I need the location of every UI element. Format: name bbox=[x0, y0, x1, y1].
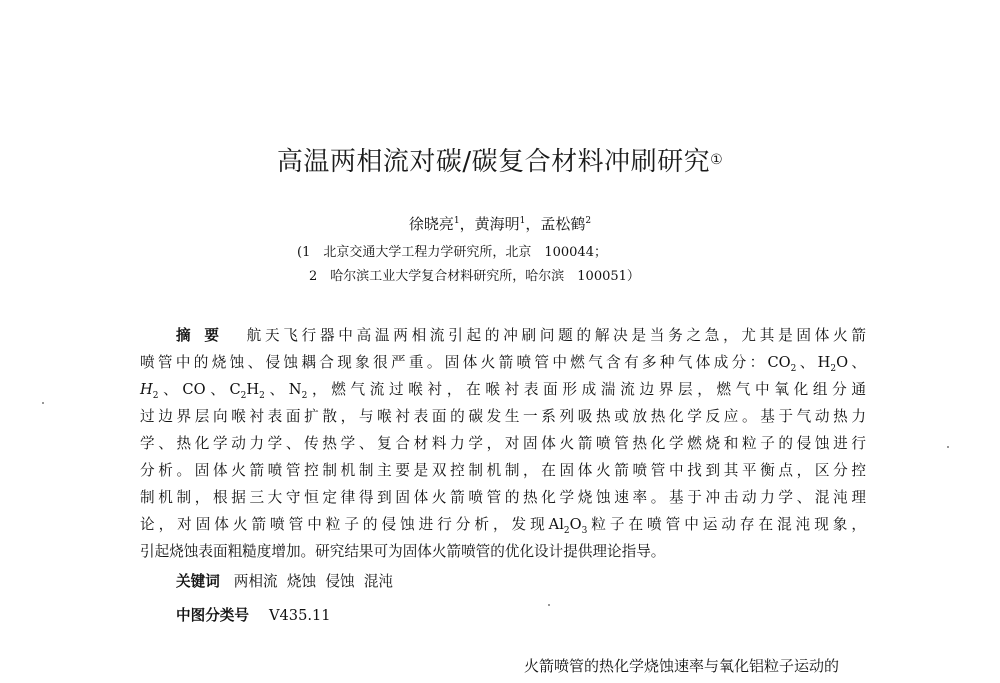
abstract-line-6: 分析。固体火箭喷管控制机制主要是双控制机制，在固体火箭喷管中找到其平衡点，区分控 bbox=[140, 462, 866, 479]
keyword: 烧蚀 bbox=[286, 573, 317, 590]
author-affiliation-mark: 2 bbox=[585, 216, 592, 226]
classification-value: V435.11 bbox=[268, 607, 331, 624]
abstract-line-4: 过边界层向喉衬表面扩散，与喉衬表面的碳发生一系列吸热或放热化学反应。基于气动热力 bbox=[140, 408, 866, 425]
abstract-line-2: 喷管中的烧蚀、侵蚀耦合现象很严重。固体火箭喷管中燃气含有多种气体成分：$CO_2$、$H_2O$、 bbox=[140, 354, 867, 374]
affiliation-2: 2 哈尔滨工业大学复合材料研究所，哈尔滨 100051） bbox=[309, 269, 640, 284]
abstract-line-3: $H_2$、CO、$C_2H_2$、$N_2$，燃气流过喉衬，在喉衬表面形成湍流边界层，燃气中氧化组分通 bbox=[140, 381, 866, 401]
author-affiliation-mark: 1 bbox=[453, 216, 460, 226]
scan-speck bbox=[548, 604, 550, 606]
author-name: 徐晓亮 bbox=[408, 215, 454, 233]
author-affiliation-mark: 1 bbox=[519, 216, 526, 226]
keywords-line bbox=[176, 571, 393, 593]
author-list bbox=[0, 214, 1000, 234]
author-name: 孟松鹤 bbox=[540, 215, 586, 233]
affiliation-1: (1 北京交通大学工程力学研究所，北京 100044； bbox=[297, 245, 607, 260]
keyword: 混沌 bbox=[363, 573, 394, 590]
body-text-fragment: 火箭喷管的热化学烧蚀速率与氧化铝粒子运动的 bbox=[524, 657, 840, 675]
scan-speck bbox=[947, 446, 949, 448]
author-separator: ， bbox=[459, 215, 475, 233]
classification-label: 中图分类号 bbox=[176, 607, 249, 624]
keyword: 两相流 bbox=[233, 573, 278, 590]
classification-line bbox=[176, 605, 331, 627]
abstract-line-7: 制机制，根据三大守恒定律得到固体火箭喷管的热化学烧蚀速率。基于冲击动力学、混沌理 bbox=[140, 489, 866, 506]
paper-title: 高温两相流对碳/碳复合材料冲刷研究① bbox=[276, 147, 724, 177]
abstract-label: 摘要 bbox=[176, 327, 233, 344]
scan-speck bbox=[42, 402, 44, 404]
keywords-label: 关键词 bbox=[176, 573, 220, 590]
author-separator: ， bbox=[525, 215, 541, 233]
abstract-line-5: 学、热化学动力学、传热学、复合材料力学，对固体火箭喷管热化学燃烧和粒子的侵蚀进行 bbox=[140, 435, 866, 452]
abstract-line-8: 论，对固体火箭喷管中粒子的侵蚀进行分析，发现$Al_2O_3$粒子在喷管中运动存在混沌现象， bbox=[140, 516, 866, 536]
abstract-line-1: 摘要 航天飞行器中高温两相流引起的冲刷问题的解决是当务之急，尤其是固体火箭 bbox=[176, 327, 866, 344]
keyword: 侵蚀 bbox=[325, 573, 355, 590]
author-name: 黄海明 bbox=[474, 215, 520, 233]
abstract-line-9: 引起烧蚀表面粗糙度增加。研究结果可为固体火箭喷管的优化设计提供理论指导。 bbox=[140, 543, 666, 560]
footnote-marker: ① bbox=[710, 152, 724, 168]
